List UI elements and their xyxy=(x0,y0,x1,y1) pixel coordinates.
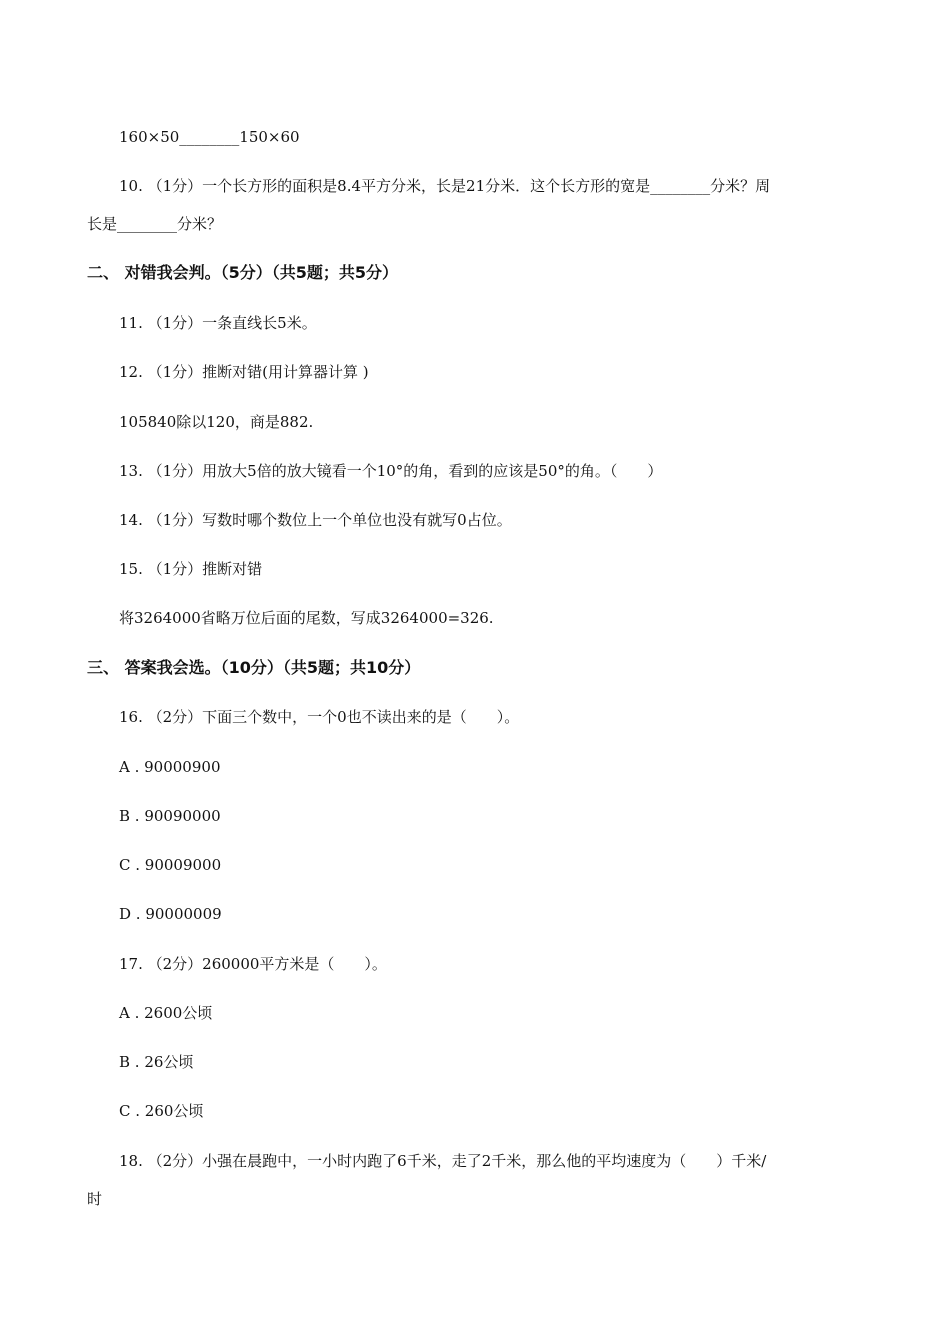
question-17: 17. （2分）260000平方米是（ ）。 xyxy=(119,955,387,973)
section-heading-2: 二、 对错我会判。（5分）（共5题；共5分） xyxy=(87,263,398,282)
question-15: 15. （1分）推断对错 xyxy=(119,560,263,578)
question-18-continued: 时 xyxy=(87,1190,103,1208)
question-14: 14. （1分）写数时哪个数位上一个单位也没有就写0占位。 xyxy=(119,511,512,529)
question-12: 12. （1分）推断对错(用计算器计算 ) xyxy=(119,363,369,381)
question-10: 10. （1分）一个长方形的面积是8.4平方分米，长是21分米．这个长方形的宽是________分米？周 xyxy=(119,177,771,195)
question-15-statement: 将3264000省略万位后面的尾数，写成3264000=326. xyxy=(119,609,494,627)
option-17-b[interactable]: B . 26公顷 xyxy=(119,1053,194,1071)
option-17-c[interactable]: C . 260公顷 xyxy=(119,1102,204,1120)
option-16-a[interactable]: A . 90000900 xyxy=(119,758,221,776)
question-10-continued: 长是________分米？ xyxy=(87,215,223,233)
option-17-a[interactable]: A . 2600公顷 xyxy=(119,1004,213,1022)
option-16-b[interactable]: B . 90090000 xyxy=(119,807,221,825)
question-18: 18. （2分）小强在晨跑中，一小时内跑了6千米，走了2千米，那么他的平均速度为（ ）千米/ xyxy=(119,1152,767,1170)
question-16: 16. （2分）下面三个数中，一个0也不读出来的是（ ）。 xyxy=(119,708,520,726)
question-12-statement: 105840除以120，商是882. xyxy=(119,413,314,431)
compare-expression: 160×50________150×60 xyxy=(119,128,300,146)
question-11: 11. （1分）一条直线长5米。 xyxy=(119,314,317,332)
option-16-d[interactable]: D . 90000009 xyxy=(119,905,222,923)
section-heading-3: 三、 答案我会选。（10分）（共5题；共10分） xyxy=(87,658,421,677)
option-16-c[interactable]: C . 90009000 xyxy=(119,856,222,874)
question-13: 13. （1分）用放大5倍的放大镜看一个10°的角，看到的应该是50°的角。（ ） xyxy=(119,462,663,480)
